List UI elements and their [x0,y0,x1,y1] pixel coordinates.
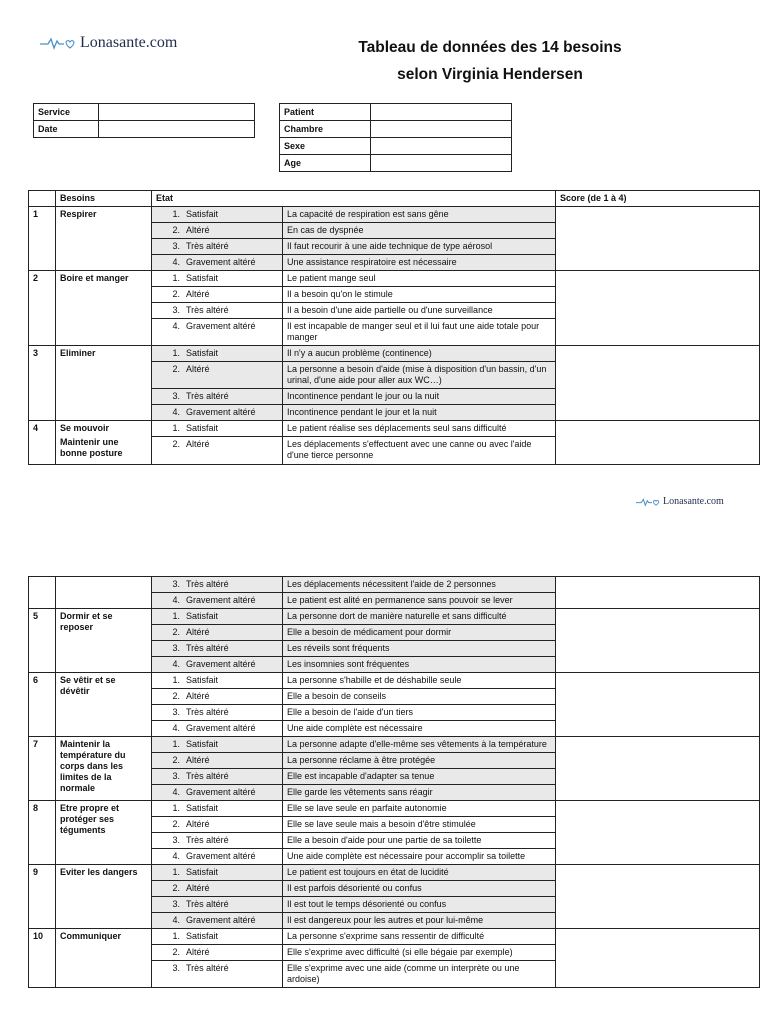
score-input-cell[interactable] [556,346,760,421]
level-label: Altéré [186,819,210,829]
table-row [29,207,760,223]
level-label: Satisfait [186,348,219,358]
level-number: 2. [172,691,180,701]
level-number: 1. [172,348,180,358]
need-number: 10 [29,929,56,988]
level-label: Très altéré [186,391,229,401]
score-input-cell[interactable] [556,421,760,465]
need-name [56,421,152,465]
level-description: Il faut recourir à une aide technique de type aérosol [283,239,556,255]
level-number: 2. [172,289,180,299]
level-number: 1. [172,423,180,433]
need-name [56,737,152,801]
info-row [34,104,255,121]
level-description: La personne s'habille et de déshabille seule [283,673,556,689]
level-description: Incontinence pendant le jour et la nuit [283,405,556,421]
level-cell [152,657,283,673]
level-number: 1. [172,739,180,749]
level-cell [152,833,283,849]
level-label: Très altéré [186,771,229,781]
level-label: Gravement altéré [186,723,256,733]
level-description: La personne dort de manière naturelle et sans difficulté [283,609,556,625]
need-name [56,929,152,988]
level-description: Il a besoin d'une aide partielle ou d'une surveillance [283,303,556,319]
info-value-field[interactable] [99,121,255,138]
level-cell [152,577,283,593]
level-number: 2. [172,439,180,450]
level-number: 2. [172,627,180,637]
info-label: Sexe [280,138,371,155]
level-number: 1. [172,273,180,283]
need-name-line: Se mouvoir [60,423,110,433]
need-name-line: Etre propre et protéger ses téguments [60,803,120,835]
level-description: Une assistance respiratoire est nécessaire [283,255,556,271]
level-cell [152,801,283,817]
table-row [29,801,760,817]
level-cell [152,421,283,437]
level-cell [152,346,283,362]
page-title [300,34,680,88]
level-label: Très altéré [186,241,229,251]
level-label: Gravement altéré [186,659,256,669]
need-name-line: Communiquer [60,931,122,941]
level-cell [152,961,283,988]
patient-info-table [279,103,512,172]
level-description: Elle s'exprime avec une aide (comme un interprète ou une ardoise) [283,961,556,988]
level-description: Elle garde les vêtements sans réagir [283,785,556,801]
score-input-cell[interactable] [556,609,760,673]
level-description: Une aide complète est nécessaire [283,721,556,737]
level-cell [152,849,283,865]
level-cell [152,913,283,929]
level-number: 2. [172,819,180,829]
level-description: Elle a besoin de l'aide d'un tiers [283,705,556,721]
level-description: Il n'y a aucun problème (continence) [283,346,556,362]
level-description: Il est dangereux pour les autres et pour lui-même [283,913,556,929]
level-number: 3. [172,305,180,315]
level-label: Altéré [186,755,210,765]
info-label: Patient [280,104,371,121]
score-input-cell[interactable] [556,271,760,346]
level-number: 2. [172,364,180,374]
level-label: Altéré [186,627,210,637]
table-row [29,609,760,625]
footer-brand-name: Lonasante.com [663,496,724,507]
level-number: 1. [172,209,180,219]
level-cell [152,817,283,833]
level-description: Une aide complète est nécessaire pour accomplir sa toilette [283,849,556,865]
table-row [29,346,760,362]
header-num [29,191,56,207]
level-description: En cas de dyspnée [283,223,556,239]
table-row [29,673,760,689]
level-number: 3. [172,899,180,909]
level-label: Très altéré [186,305,229,315]
needs-table-page-1 [28,190,760,465]
info-row [280,138,512,155]
level-label: Très altéré [186,899,229,909]
need-name-line: Eliminer [60,348,96,358]
level-description: Le patient mange seul [283,271,556,287]
need-number: 6 [29,673,56,737]
level-number: 3. [172,643,180,653]
need-name [56,609,152,673]
level-description: Il est tout le temps désorienté ou confus [283,897,556,913]
level-description: Elle a besoin d'aide pour une partie de sa toilette [283,833,556,849]
info-label: Chambre [280,121,371,138]
table-row [29,577,760,593]
level-label: Altéré [186,225,210,235]
footer-logo [636,496,724,507]
level-cell [152,271,283,287]
level-cell [152,673,283,689]
title-line-1: Tableau de données des 14 besoins [358,39,622,56]
level-label: Gravement altéré [186,595,256,605]
level-cell [152,929,283,945]
title-line-2: selon Virginia Hendersen [397,66,583,83]
score-input-cell[interactable] [556,801,760,865]
level-label: Altéré [186,364,210,374]
level-number: 3. [172,835,180,845]
level-description: Elle s'exprime avec difficulté (si elle bégaie par exemple) [283,945,556,961]
header-besoins: Besoins [56,191,152,207]
level-number: 4. [172,659,180,669]
level-number: 3. [172,391,180,401]
info-value-field[interactable] [371,104,512,121]
level-number: 4. [172,321,180,331]
level-cell [152,785,283,801]
level-label: Satisfait [186,739,219,749]
level-description: La personne adapte d'elle-même ses vêtements à la température [283,737,556,753]
heartbeat-pulse-icon [636,497,660,507]
info-row [34,121,255,138]
level-label: Altéré [186,883,210,893]
level-description: Elle se lave seule en parfaite autonomie [283,801,556,817]
level-description: Les insomnies sont fréquentes [283,657,556,673]
need-number: 5 [29,609,56,673]
level-number: 4. [172,595,180,605]
level-number: 3. [172,707,180,717]
level-label: Gravement altéré [186,321,256,331]
level-number: 2. [172,947,180,957]
need-name-line: Dormir et se reposer [60,611,113,632]
level-number: 4. [172,851,180,861]
level-cell [152,239,283,255]
level-description: Elle a besoin de médicament pour dormir [283,625,556,641]
level-number: 1. [172,675,180,685]
score-input-cell[interactable] [556,737,760,801]
info-label: Date [34,121,99,138]
level-cell [152,769,283,785]
level-label: Satisfait [186,209,219,219]
header-etat: Etat [152,191,556,207]
level-cell [152,207,283,223]
level-number: 1. [172,611,180,621]
level-cell [152,405,283,421]
level-number: 3. [172,963,180,973]
table-row [29,929,760,945]
need-name [56,271,152,346]
level-number: 2. [172,225,180,235]
level-label: Satisfait [186,931,219,941]
need-name-line: Boire et manger [60,273,129,283]
level-label: Très altéré [186,643,229,653]
score-input-cell[interactable] [556,207,760,271]
need-name-line: Eviter les dangers [60,867,138,877]
level-label: Gravement altéré [186,787,256,797]
level-cell [152,865,283,881]
level-cell [152,389,283,405]
info-label: Service [34,104,99,121]
need-name [56,207,152,271]
info-row [280,155,512,172]
table-row [29,737,760,753]
level-cell [152,881,283,897]
level-label: Gravement altéré [186,915,256,925]
needs-table-page-2 [28,576,760,988]
need-name-line: Se vêtir et se dévêtir [60,675,116,696]
level-label: Altéré [186,947,210,957]
level-description: La personne a besoin d'aide (mise à disposition d'un bassin, d'un urinal, d'une aide pour aller aux WC…) [283,362,556,389]
need-name-line: Respirer [60,209,97,219]
level-number: 1. [172,803,180,813]
need-name [56,346,152,421]
level-number: 2. [172,883,180,893]
level-cell [152,303,283,319]
level-cell [152,319,283,346]
level-description: Les déplacements s'effectuent avec une canne ou avec l'aide d'une tierce personne [283,437,556,465]
level-description: Les déplacements nécessitent l'aide de 2 personnes [283,577,556,593]
level-label: Satisfait [186,423,219,433]
level-label: Satisfait [186,675,219,685]
level-description: La personne réclame à être protégée [283,753,556,769]
info-value-field[interactable] [371,138,512,155]
level-number: 1. [172,931,180,941]
table-row [29,421,760,437]
level-cell [152,593,283,609]
level-number: 3. [172,771,180,781]
level-description: Il est parfois désorienté ou confus [283,881,556,897]
score-input-cell[interactable] [556,929,760,988]
brand-name: Lonasante.com [80,34,178,51]
level-cell [152,437,283,465]
level-label: Très altéré [186,963,229,973]
level-label: Très altéré [186,835,229,845]
level-description: Les réveils sont fréquents [283,641,556,657]
level-number: 4. [172,787,180,797]
level-label: Altéré [186,439,210,450]
info-value-field[interactable] [99,104,255,121]
level-number: 4. [172,257,180,267]
level-label: Satisfait [186,611,219,621]
level-description: Elle se lave seule mais a besoin d'être stimulée [283,817,556,833]
level-cell [152,362,283,389]
level-cell [152,609,283,625]
need-number: 3 [29,346,56,421]
level-cell [152,287,283,303]
level-label: Altéré [186,691,210,701]
service-info-table [33,103,255,138]
brand-logo [40,34,177,52]
need-name-line: Maintenir la température du corps dans les limites de la normale [60,739,126,793]
level-cell [152,753,283,769]
level-label: Altéré [186,289,210,299]
level-cell [152,705,283,721]
level-cell [152,223,283,239]
level-label: Gravement altéré [186,851,256,861]
need-number: 9 [29,865,56,929]
info-row [280,104,512,121]
level-label: Satisfait [186,273,219,283]
level-number: 3. [172,241,180,251]
info-label: Age [280,155,371,172]
table-row [29,271,760,287]
level-number: 4. [172,723,180,733]
level-description: Incontinence pendant le jour ou la nuit [283,389,556,405]
need-number: 7 [29,737,56,801]
level-description: La personne s'exprime sans ressentir de difficulté [283,929,556,945]
score-input-cell[interactable] [556,865,760,929]
need-name [56,865,152,929]
heartbeat-pulse-icon [40,36,76,50]
need-number: 8 [29,801,56,865]
level-cell [152,721,283,737]
header-score: Score (de 1 à 4) [556,191,760,207]
level-label: Satisfait [186,867,219,877]
level-number: 3. [172,579,180,589]
level-label: Très altéré [186,707,229,717]
level-cell [152,945,283,961]
level-label: Très altéré [186,579,229,589]
need-number [29,577,56,609]
score-input-cell[interactable] [556,577,760,609]
level-cell [152,625,283,641]
level-description: Le patient est toujours en état de lucidité [283,865,556,881]
level-number: 4. [172,407,180,417]
level-description: Elle est incapable d'adapter sa tenue [283,769,556,785]
level-description: Le patient est alité en permanence sans pouvoir se lever [283,593,556,609]
level-label: Satisfait [186,803,219,813]
level-description: Il a besoin qu'on le stimule [283,287,556,303]
need-number: 4 [29,421,56,465]
need-number: 1 [29,207,56,271]
level-label: Gravement altéré [186,407,256,417]
info-value-field[interactable] [371,121,512,138]
level-number: 1. [172,867,180,877]
level-number: 4. [172,915,180,925]
need-name [56,673,152,737]
info-row [280,121,512,138]
level-number: 2. [172,755,180,765]
level-description: Elle a besoin de conseils [283,689,556,705]
level-cell [152,255,283,271]
table-header-row [29,191,760,207]
need-name [56,801,152,865]
level-cell [152,897,283,913]
table-row [29,865,760,881]
info-value-field[interactable] [371,155,512,172]
level-description: Le patient réalise ses déplacements seul sans difficulté [283,421,556,437]
level-cell [152,737,283,753]
level-description: La capacité de respiration est sans gêne [283,207,556,223]
level-description: Il est incapable de manger seul et il lui faut une aide totale pour manger [283,319,556,346]
need-name-line: Maintenir une bonne posture [60,437,123,458]
need-name [56,577,152,609]
level-cell [152,641,283,657]
score-input-cell[interactable] [556,673,760,737]
need-number: 2 [29,271,56,346]
level-cell [152,689,283,705]
level-label: Gravement altéré [186,257,256,267]
